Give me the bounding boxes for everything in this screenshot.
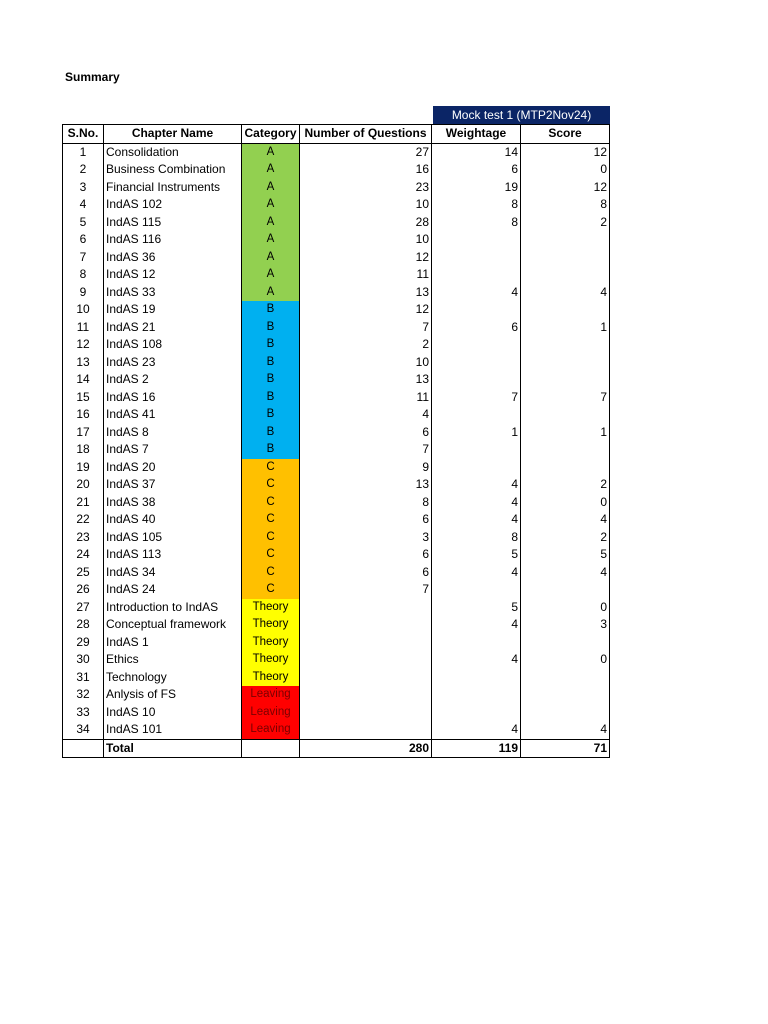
row-questions: 11 bbox=[300, 266, 432, 284]
row-score: 3 bbox=[521, 616, 610, 634]
row-category: Theory bbox=[242, 669, 300, 687]
table-row bbox=[63, 336, 610, 354]
row-weightage bbox=[432, 634, 521, 652]
row-weightage: 4 bbox=[432, 494, 521, 512]
row-score: 2 bbox=[521, 529, 610, 547]
row-chapter: Ethics bbox=[104, 651, 242, 669]
table-row bbox=[63, 161, 610, 179]
row-questions: 12 bbox=[300, 301, 432, 319]
row-score bbox=[521, 704, 610, 722]
table-row bbox=[63, 284, 610, 302]
page-title: Summary bbox=[65, 70, 120, 84]
row-weightage: 4 bbox=[432, 721, 521, 739]
mock-test-header: Mock test 1 (MTP2Nov24) bbox=[433, 106, 610, 124]
row-category: Leaving bbox=[242, 686, 300, 704]
row-questions: 7 bbox=[300, 441, 432, 459]
total-sno-cell bbox=[63, 739, 104, 758]
row-sno: 20 bbox=[63, 476, 104, 494]
row-sno: 7 bbox=[63, 249, 104, 267]
row-category: B bbox=[242, 424, 300, 442]
row-questions: 13 bbox=[300, 284, 432, 302]
row-questions: 23 bbox=[300, 179, 432, 197]
row-weightage: 4 bbox=[432, 651, 521, 669]
row-chapter: IndAS 105 bbox=[104, 529, 242, 547]
row-sno: 13 bbox=[63, 354, 104, 372]
row-questions: 13 bbox=[300, 476, 432, 494]
row-sno: 17 bbox=[63, 424, 104, 442]
row-questions: 6 bbox=[300, 511, 432, 529]
row-chapter: Introduction to IndAS bbox=[104, 599, 242, 617]
row-sno: 26 bbox=[63, 581, 104, 599]
row-chapter: IndAS 38 bbox=[104, 494, 242, 512]
row-sno: 18 bbox=[63, 441, 104, 459]
col-header-category: Category bbox=[242, 125, 300, 144]
row-weightage: 4 bbox=[432, 564, 521, 582]
header-row bbox=[63, 125, 610, 144]
row-score: 0 bbox=[521, 599, 610, 617]
row-category: A bbox=[242, 231, 300, 249]
table-row bbox=[63, 214, 610, 232]
summary-table bbox=[62, 124, 610, 758]
row-sno: 15 bbox=[63, 389, 104, 407]
row-chapter: IndAS 10 bbox=[104, 704, 242, 722]
row-questions bbox=[300, 721, 432, 739]
row-category: C bbox=[242, 564, 300, 582]
total-category-cell bbox=[242, 739, 300, 758]
row-weightage bbox=[432, 686, 521, 704]
row-questions: 9 bbox=[300, 459, 432, 477]
row-category: C bbox=[242, 546, 300, 564]
table-row bbox=[63, 599, 610, 617]
row-sno: 5 bbox=[63, 214, 104, 232]
row-chapter: IndAS 101 bbox=[104, 721, 242, 739]
row-weightage: 6 bbox=[432, 319, 521, 337]
col-header-chapter: Chapter Name bbox=[104, 125, 242, 144]
row-questions bbox=[300, 651, 432, 669]
row-chapter: IndAS 102 bbox=[104, 196, 242, 214]
row-chapter: Consolidation bbox=[104, 143, 242, 161]
row-chapter: IndAS 2 bbox=[104, 371, 242, 389]
row-score bbox=[521, 301, 610, 319]
row-chapter: IndAS 41 bbox=[104, 406, 242, 424]
table-row bbox=[63, 564, 610, 582]
row-questions: 10 bbox=[300, 231, 432, 249]
row-category: B bbox=[242, 371, 300, 389]
row-score bbox=[521, 249, 610, 267]
row-chapter: IndAS 116 bbox=[104, 231, 242, 249]
row-sno: 25 bbox=[63, 564, 104, 582]
row-chapter: IndAS 19 bbox=[104, 301, 242, 319]
row-category: B bbox=[242, 441, 300, 459]
table-row bbox=[63, 143, 610, 161]
row-chapter: IndAS 113 bbox=[104, 546, 242, 564]
row-chapter: IndAS 34 bbox=[104, 564, 242, 582]
row-weightage bbox=[432, 704, 521, 722]
row-sno: 27 bbox=[63, 599, 104, 617]
table-row bbox=[63, 231, 610, 249]
row-category: C bbox=[242, 476, 300, 494]
row-category: A bbox=[242, 196, 300, 214]
table-row bbox=[63, 371, 610, 389]
row-questions: 28 bbox=[300, 214, 432, 232]
row-questions: 6 bbox=[300, 546, 432, 564]
row-sno: 3 bbox=[63, 179, 104, 197]
row-weightage bbox=[432, 336, 521, 354]
row-sno: 9 bbox=[63, 284, 104, 302]
row-score: 0 bbox=[521, 161, 610, 179]
row-chapter: IndAS 7 bbox=[104, 441, 242, 459]
row-chapter: IndAS 24 bbox=[104, 581, 242, 599]
row-sno: 21 bbox=[63, 494, 104, 512]
total-row bbox=[63, 739, 610, 758]
row-score bbox=[521, 371, 610, 389]
row-chapter: IndAS 36 bbox=[104, 249, 242, 267]
row-category: C bbox=[242, 511, 300, 529]
table-row bbox=[63, 476, 610, 494]
total-label: Total bbox=[104, 739, 242, 758]
row-chapter: IndAS 12 bbox=[104, 266, 242, 284]
row-sno: 8 bbox=[63, 266, 104, 284]
col-header-sno: S.No. bbox=[63, 125, 104, 144]
row-sno: 30 bbox=[63, 651, 104, 669]
row-score bbox=[521, 336, 610, 354]
row-sno: 31 bbox=[63, 669, 104, 687]
row-category: Leaving bbox=[242, 721, 300, 739]
row-weightage: 19 bbox=[432, 179, 521, 197]
row-category: B bbox=[242, 319, 300, 337]
total-score: 71 bbox=[521, 739, 610, 758]
row-weightage: 4 bbox=[432, 284, 521, 302]
total-questions: 280 bbox=[300, 739, 432, 758]
table-row bbox=[63, 721, 610, 739]
row-questions: 10 bbox=[300, 196, 432, 214]
row-category: A bbox=[242, 143, 300, 161]
row-weightage bbox=[432, 249, 521, 267]
row-weightage bbox=[432, 581, 521, 599]
row-score bbox=[521, 441, 610, 459]
row-questions bbox=[300, 634, 432, 652]
row-questions: 8 bbox=[300, 494, 432, 512]
row-chapter: IndAS 23 bbox=[104, 354, 242, 372]
row-category: A bbox=[242, 214, 300, 232]
row-category: B bbox=[242, 301, 300, 319]
row-category: B bbox=[242, 354, 300, 372]
row-score: 1 bbox=[521, 319, 610, 337]
row-score: 12 bbox=[521, 143, 610, 161]
row-weightage: 5 bbox=[432, 546, 521, 564]
table-row bbox=[63, 354, 610, 372]
row-sno: 19 bbox=[63, 459, 104, 477]
row-score bbox=[521, 266, 610, 284]
row-weightage: 5 bbox=[432, 599, 521, 617]
table-row bbox=[63, 406, 610, 424]
row-chapter: IndAS 1 bbox=[104, 634, 242, 652]
row-category: A bbox=[242, 179, 300, 197]
row-category: C bbox=[242, 581, 300, 599]
row-weightage: 4 bbox=[432, 476, 521, 494]
table-row bbox=[63, 546, 610, 564]
row-chapter: Anlysis of FS bbox=[104, 686, 242, 704]
row-category: C bbox=[242, 529, 300, 547]
table-row bbox=[63, 441, 610, 459]
row-weightage bbox=[432, 266, 521, 284]
table-row bbox=[63, 529, 610, 547]
table-row bbox=[63, 459, 610, 477]
row-sno: 12 bbox=[63, 336, 104, 354]
row-sno: 32 bbox=[63, 686, 104, 704]
table-row bbox=[63, 581, 610, 599]
row-category: B bbox=[242, 389, 300, 407]
row-weightage bbox=[432, 459, 521, 477]
row-score: 4 bbox=[521, 284, 610, 302]
table-body bbox=[63, 143, 610, 739]
row-questions: 12 bbox=[300, 249, 432, 267]
row-questions: 7 bbox=[300, 319, 432, 337]
row-score bbox=[521, 459, 610, 477]
row-category: B bbox=[242, 336, 300, 354]
row-chapter: IndAS 8 bbox=[104, 424, 242, 442]
row-questions bbox=[300, 686, 432, 704]
row-sno: 29 bbox=[63, 634, 104, 652]
row-questions: 10 bbox=[300, 354, 432, 372]
row-sno: 24 bbox=[63, 546, 104, 564]
table-row bbox=[63, 319, 610, 337]
row-category: A bbox=[242, 266, 300, 284]
row-sno: 1 bbox=[63, 143, 104, 161]
row-chapter: IndAS 40 bbox=[104, 511, 242, 529]
table-row bbox=[63, 616, 610, 634]
row-chapter: IndAS 37 bbox=[104, 476, 242, 494]
row-questions: 2 bbox=[300, 336, 432, 354]
row-questions bbox=[300, 599, 432, 617]
row-score: 2 bbox=[521, 476, 610, 494]
row-chapter: IndAS 108 bbox=[104, 336, 242, 354]
row-sno: 11 bbox=[63, 319, 104, 337]
table-row bbox=[63, 634, 610, 652]
row-weightage bbox=[432, 371, 521, 389]
row-score: 4 bbox=[521, 511, 610, 529]
table-row bbox=[63, 494, 610, 512]
row-weightage: 14 bbox=[432, 143, 521, 161]
row-chapter: IndAS 20 bbox=[104, 459, 242, 477]
col-header-weightage: Weightage bbox=[432, 125, 521, 144]
row-weightage: 4 bbox=[432, 616, 521, 634]
table-row bbox=[63, 424, 610, 442]
table-row bbox=[63, 179, 610, 197]
row-score: 8 bbox=[521, 196, 610, 214]
row-score: 5 bbox=[521, 546, 610, 564]
row-sno: 10 bbox=[63, 301, 104, 319]
row-questions: 6 bbox=[300, 424, 432, 442]
col-header-questions: Number of Questions bbox=[300, 125, 432, 144]
col-header-score: Score bbox=[521, 125, 610, 144]
row-questions bbox=[300, 616, 432, 634]
row-category: A bbox=[242, 249, 300, 267]
row-category: A bbox=[242, 161, 300, 179]
row-questions: 11 bbox=[300, 389, 432, 407]
row-score bbox=[521, 354, 610, 372]
row-score: 0 bbox=[521, 651, 610, 669]
row-weightage bbox=[432, 406, 521, 424]
row-category: Theory bbox=[242, 616, 300, 634]
row-weightage: 8 bbox=[432, 214, 521, 232]
row-chapter: IndAS 115 bbox=[104, 214, 242, 232]
row-weightage bbox=[432, 669, 521, 687]
row-score: 4 bbox=[521, 721, 610, 739]
table-row bbox=[63, 511, 610, 529]
table-row bbox=[63, 249, 610, 267]
row-sno: 16 bbox=[63, 406, 104, 424]
row-questions bbox=[300, 669, 432, 687]
row-sno: 2 bbox=[63, 161, 104, 179]
row-category: C bbox=[242, 494, 300, 512]
table-row bbox=[63, 266, 610, 284]
row-score: 12 bbox=[521, 179, 610, 197]
row-chapter: Technology bbox=[104, 669, 242, 687]
row-chapter: IndAS 16 bbox=[104, 389, 242, 407]
table-row bbox=[63, 669, 610, 687]
row-score bbox=[521, 581, 610, 599]
table-row bbox=[63, 686, 610, 704]
row-weightage bbox=[432, 231, 521, 249]
row-score: 1 bbox=[521, 424, 610, 442]
table-row bbox=[63, 196, 610, 214]
row-chapter: Business Combination bbox=[104, 161, 242, 179]
row-category: Theory bbox=[242, 634, 300, 652]
row-category: C bbox=[242, 459, 300, 477]
table-row bbox=[63, 389, 610, 407]
row-chapter: IndAS 21 bbox=[104, 319, 242, 337]
row-score bbox=[521, 406, 610, 424]
row-sno: 23 bbox=[63, 529, 104, 547]
row-sno: 4 bbox=[63, 196, 104, 214]
row-score bbox=[521, 686, 610, 704]
row-sno: 34 bbox=[63, 721, 104, 739]
row-category: Theory bbox=[242, 599, 300, 617]
row-sno: 14 bbox=[63, 371, 104, 389]
row-score: 4 bbox=[521, 564, 610, 582]
row-category: Theory bbox=[242, 651, 300, 669]
row-category: B bbox=[242, 406, 300, 424]
row-questions bbox=[300, 704, 432, 722]
row-questions: 13 bbox=[300, 371, 432, 389]
row-chapter: Financial Instruments bbox=[104, 179, 242, 197]
row-score bbox=[521, 231, 610, 249]
row-questions: 6 bbox=[300, 564, 432, 582]
row-weightage: 1 bbox=[432, 424, 521, 442]
row-weightage bbox=[432, 441, 521, 459]
row-questions: 7 bbox=[300, 581, 432, 599]
row-weightage: 8 bbox=[432, 196, 521, 214]
row-weightage: 6 bbox=[432, 161, 521, 179]
table-row bbox=[63, 704, 610, 722]
row-score bbox=[521, 634, 610, 652]
row-weightage: 7 bbox=[432, 389, 521, 407]
table-row bbox=[63, 301, 610, 319]
row-weightage bbox=[432, 354, 521, 372]
row-sno: 6 bbox=[63, 231, 104, 249]
row-sno: 33 bbox=[63, 704, 104, 722]
row-sno: 28 bbox=[63, 616, 104, 634]
row-category: A bbox=[242, 284, 300, 302]
row-score: 0 bbox=[521, 494, 610, 512]
row-questions: 27 bbox=[300, 143, 432, 161]
total-weightage: 119 bbox=[432, 739, 521, 758]
row-questions: 3 bbox=[300, 529, 432, 547]
row-chapter: Conceptual framework bbox=[104, 616, 242, 634]
row-score: 7 bbox=[521, 389, 610, 407]
row-chapter: IndAS 33 bbox=[104, 284, 242, 302]
row-weightage bbox=[432, 301, 521, 319]
row-category: Leaving bbox=[242, 704, 300, 722]
row-score bbox=[521, 669, 610, 687]
row-questions: 4 bbox=[300, 406, 432, 424]
row-score: 2 bbox=[521, 214, 610, 232]
row-sno: 22 bbox=[63, 511, 104, 529]
table-row bbox=[63, 651, 610, 669]
row-weightage: 8 bbox=[432, 529, 521, 547]
row-questions: 16 bbox=[300, 161, 432, 179]
row-weightage: 4 bbox=[432, 511, 521, 529]
